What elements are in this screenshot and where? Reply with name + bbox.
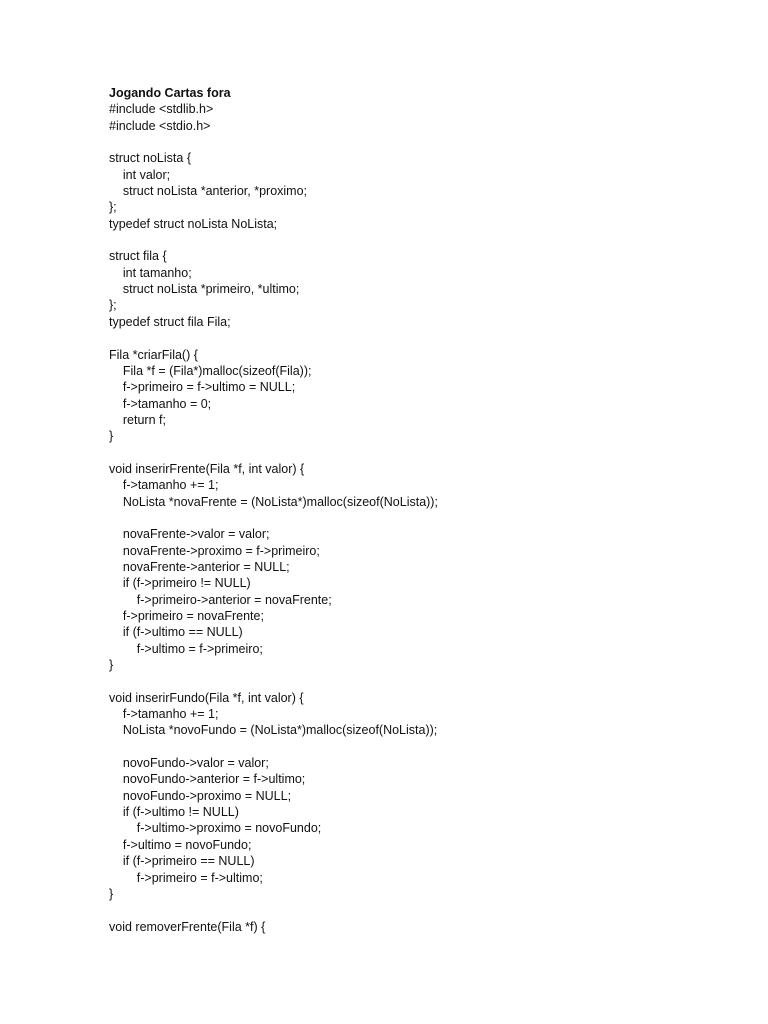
- code-block: [109, 101, 729, 935]
- code-line: f->tamanho += 1;: [109, 478, 219, 493]
- code-line: f->primeiro->anterior = novaFrente;: [109, 592, 332, 607]
- code-line: void inserirFundo(Fila *f, int valor) {: [109, 690, 304, 705]
- code-line: Fila *criarFila() {: [109, 347, 198, 362]
- blank-line: [109, 673, 729, 689]
- code-line: }: [109, 658, 114, 673]
- blank-line: [109, 134, 729, 150]
- code-line: f->primeiro = f->ultimo = NULL;: [109, 380, 296, 395]
- blank-line: [109, 739, 729, 755]
- code-line: return f;: [109, 412, 166, 427]
- code-line: #include <stdlib.h>: [109, 102, 214, 117]
- code-line: f->ultimo->proximo = novoFundo;: [109, 821, 322, 836]
- code-line: }: [109, 429, 114, 444]
- code-line: novaFrente->proximo = f->primeiro;: [109, 543, 320, 558]
- document-title: Jogando Cartas fora: [109, 86, 231, 100]
- blank-line: [109, 510, 729, 526]
- code-line: typedef struct fila Fila;: [109, 314, 231, 329]
- code-line: novaFrente->valor = valor;: [109, 527, 270, 542]
- blank-line: [109, 902, 729, 918]
- blank-line: [109, 232, 729, 248]
- code-line: };: [109, 200, 117, 215]
- code-line: };: [109, 298, 117, 313]
- code-line: void removerFrente(Fila *f) {: [109, 919, 266, 934]
- code-line: f->tamanho += 1;: [109, 707, 219, 722]
- code-line: novoFundo->anterior = f->ultimo;: [109, 772, 306, 787]
- code-line: f->ultimo = novoFundo;: [109, 837, 252, 852]
- code-line: struct fila {: [109, 249, 167, 264]
- code-line: struct noLista {: [109, 151, 191, 166]
- code-line: novoFundo->proximo = NULL;: [109, 788, 292, 803]
- code-line: f->tamanho = 0;: [109, 396, 212, 411]
- code-line: typedef struct noLista NoLista;: [109, 216, 278, 231]
- code-line: struct noLista *primeiro, *ultimo;: [109, 282, 300, 297]
- code-line: NoLista *novoFundo = (NoLista*)malloc(sizeof(NoLista));: [109, 723, 438, 738]
- code-line: novoFundo->valor = valor;: [109, 756, 269, 771]
- blank-line: [109, 330, 729, 346]
- code-line: NoLista *novaFrente = (NoLista*)malloc(sizeof(NoLista));: [109, 494, 438, 509]
- code-line: f->primeiro = novaFrente;: [109, 609, 264, 623]
- code-line: #include <stdio.h>: [109, 118, 211, 133]
- code-line: if (f->ultimo != NULL): [109, 805, 239, 820]
- code-line: f->ultimo = f->primeiro;: [109, 641, 263, 656]
- code-line: int tamanho;: [109, 265, 192, 280]
- code-line: struct noLista *anterior, *proximo;: [109, 184, 308, 199]
- code-line: if (f->ultimo == NULL): [109, 625, 243, 640]
- document-body: [109, 85, 729, 935]
- code-line: f->primeiro = f->ultimo;: [109, 870, 263, 885]
- code-line: }: [109, 886, 114, 901]
- code-line: novaFrente->anterior = NULL;: [109, 559, 290, 574]
- code-line: void inserirFrente(Fila *f, int valor) {: [109, 461, 305, 476]
- code-line: Fila *f = (Fila*)malloc(sizeof(Fila));: [109, 363, 312, 378]
- code-line: if (f->primeiro == NULL): [109, 854, 255, 869]
- blank-line: [109, 445, 729, 461]
- code-line: if (f->primeiro != NULL): [109, 576, 251, 591]
- code-line: int valor;: [109, 167, 171, 182]
